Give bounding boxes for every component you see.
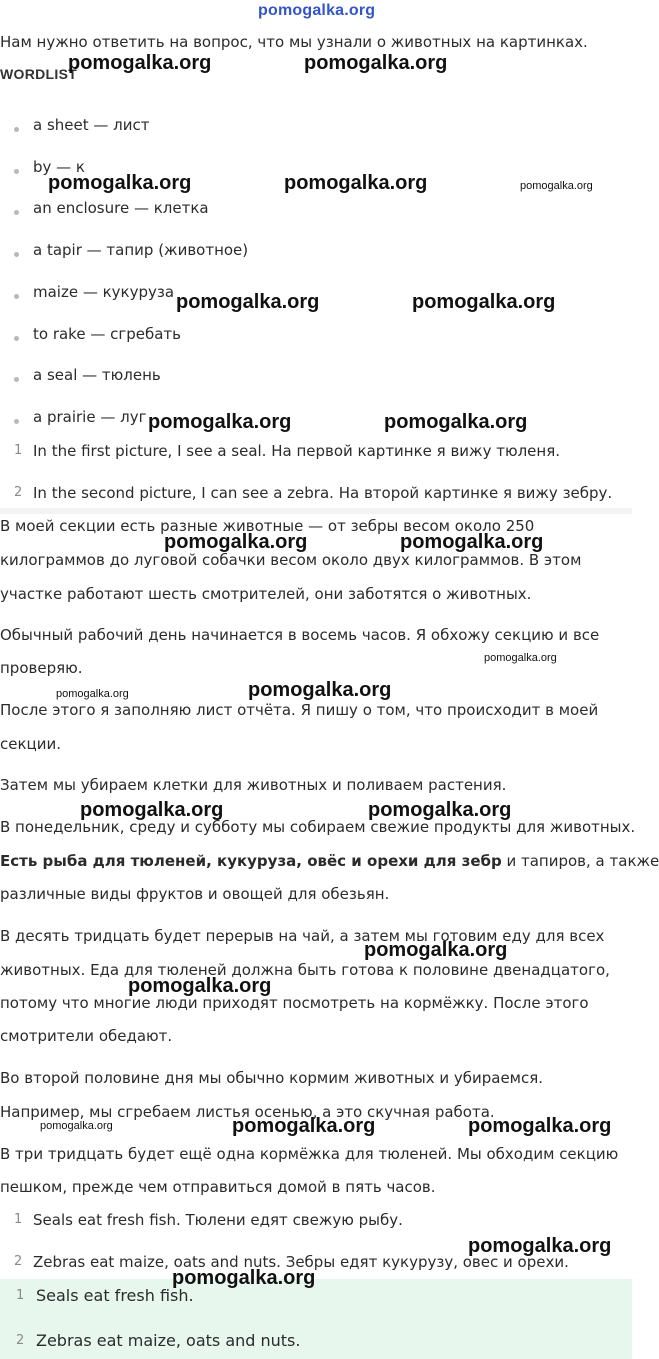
section-divider — [0, 508, 632, 514]
text-line: В три тридцать будет ещё одна кормёжка для тюленей. Мы обходим секцию — [0, 1145, 619, 1163]
list-item: a seal — тюлень — [33, 366, 161, 384]
text-line: смотрители обедают. — [0, 1027, 173, 1045]
list-item: to rake — сгребать — [33, 325, 182, 343]
answer-text: Zebras eat maize, oats and nuts. Зебры едят кукурузу, овес и орехи. — [33, 1253, 569, 1271]
answer-text: In the second picture, I can see a zebra. На второй картинке я вижу зебру. — [33, 484, 613, 502]
watermark: pomogalka.org — [484, 652, 557, 664]
text-line: Затем мы убираем клетки для животных и поливаем растения. — [0, 776, 507, 794]
text-line: Обычный рабочий день начинается в восемь часов. Я обхожу секцию и все — [0, 626, 600, 644]
watermark: pomogalka.org — [384, 411, 528, 433]
wordlist-title: WORDLIST — [0, 66, 78, 82]
bullet-icon — [14, 294, 19, 299]
text-line: Во второй половине дня мы обычно кормим животных и убираемся. — [0, 1069, 544, 1087]
intro-text: Нам нужно ответить на вопрос, что мы узнали о животных на картинках. — [0, 33, 588, 51]
watermark: pomogalka.org — [164, 531, 308, 553]
watermark: pomogalka.org — [68, 52, 212, 74]
answer-number: 1 — [16, 1288, 25, 1303]
bullet-icon — [14, 419, 19, 424]
answer-text: Seals eat fresh fish. Тюлени едят свежую рыбу. — [33, 1211, 403, 1229]
text-line: секции. — [0, 735, 62, 753]
bullet-icon — [14, 377, 19, 382]
answer-number: 1 — [14, 443, 23, 458]
watermark: pomogalka.org — [80, 799, 224, 821]
bullet-icon — [14, 127, 19, 132]
watermark: pomogalka.org — [468, 1235, 612, 1257]
text-line: потому что многие люди приходят посмотреть на кормёжку. После этого — [0, 994, 589, 1012]
watermark: pomogalka.org — [48, 172, 192, 194]
text-line: Например, мы сгребаем листья осенью, а это скучная работа. — [0, 1103, 495, 1121]
text-line — [0, 851, 659, 871]
text-line: После этого я заполняю лист отчёта. Я пишу о том, что происходит в моей — [0, 701, 599, 719]
watermark: pomogalka.org — [232, 1115, 376, 1137]
answer-text: Zebras eat maize, oats and nuts. — [36, 1331, 301, 1350]
bullet-icon — [14, 169, 19, 174]
list-item: by — к — [33, 158, 85, 176]
bullet-icon — [14, 210, 19, 215]
answer-number: 2 — [16, 1333, 25, 1348]
watermark: pomogalka.org — [520, 180, 593, 192]
list-item: a prairie — луг — [33, 408, 147, 426]
list-item: maize — кукуруза — [33, 283, 175, 301]
watermark: pomogalka.org — [284, 172, 428, 194]
watermark: pomogalka.org — [128, 975, 272, 997]
text-line: В понедельник, среду и субботу мы собираем свежие продукты для животных. — [0, 818, 636, 836]
text-line: килограммов до луговой собачки весом около двух килограммов. В этом — [0, 551, 582, 569]
text-line: пешком, прежде чем отправиться домой в пять часов. — [0, 1178, 436, 1196]
watermark: pomogalka.org — [368, 799, 512, 821]
watermark: pomogalka.org — [148, 411, 292, 433]
text-line: проверяю. — [0, 659, 83, 677]
watermark: pomogalka.org — [304, 52, 448, 74]
list-item: a tapir — тапир (животное) — [33, 241, 249, 259]
plain-text: и тапиров, а также — [501, 852, 659, 870]
watermark: pomogalka.org — [248, 679, 392, 701]
answer-number: 1 — [14, 1212, 23, 1227]
text-line: различные виды фруктов и овощей для обезьян. — [0, 885, 390, 903]
answer-number: 2 — [14, 1254, 23, 1269]
watermark-top: pomogalka.org — [258, 2, 376, 19]
watermark: pomogalka.org — [56, 688, 129, 700]
watermark: pomogalka.org — [172, 1267, 316, 1289]
watermark: pomogalka.org — [364, 939, 508, 961]
list-item: an enclosure — клетка — [33, 199, 209, 217]
answer-text: In the first picture, I see a seal. На первой картинке я вижу тюленя. — [33, 442, 560, 460]
watermark: pomogalka.org — [400, 531, 544, 553]
bold-text: Есть рыба для тюленей, кукуруза, овёс и орехи для зебр — [0, 852, 502, 870]
text-line: животных. Еда для тюленей должна быть готова к половине двенадцатого, — [0, 961, 610, 979]
answer-text: Seals eat fresh fish. — [36, 1286, 194, 1305]
answer-number: 2 — [14, 485, 23, 500]
watermark: pomogalka.org — [40, 1120, 113, 1132]
text-line: участке работают шесть смотрителей, они заботятся о животных. — [0, 585, 532, 603]
bullet-icon — [14, 252, 19, 257]
watermark: pomogalka.org — [468, 1115, 612, 1137]
list-item: a sheet — лист — [33, 116, 150, 134]
text-line: В моей секции есть разные животные — от зебры весом около 250 — [0, 517, 535, 535]
watermark: pomogalka.org — [412, 291, 556, 313]
text-line: В десять тридцать будет перерыв на чай, а затем мы готовим еду для всех — [0, 927, 605, 945]
watermark: pomogalka.org — [176, 291, 320, 313]
bullet-icon — [14, 336, 19, 341]
